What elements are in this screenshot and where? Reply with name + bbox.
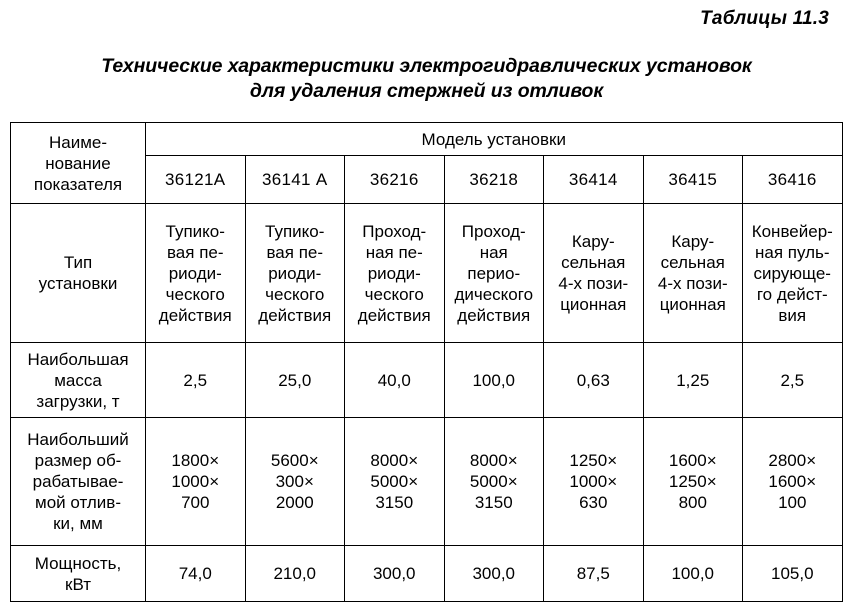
cell-size-model-1-line-2: 1000× bbox=[171, 472, 220, 491]
row-label-size-lines bbox=[13, 429, 143, 534]
cell-mass-model-5 bbox=[544, 343, 644, 418]
cell-type-model-2-line-5: действия bbox=[258, 305, 332, 325]
cell-size-model-1-line-3: 700 bbox=[181, 493, 210, 512]
cell-type-model-6-line-2: сельная bbox=[660, 253, 725, 272]
row-label-power-line-2: кВт bbox=[65, 574, 91, 594]
cell-power-model-1-lines bbox=[148, 563, 243, 584]
cell-size-model-1 bbox=[146, 418, 246, 546]
row-label-mass-line-1: Наибольшая bbox=[27, 349, 129, 369]
row-label-power bbox=[11, 546, 146, 602]
cell-size-model-3-line-3: 3150 bbox=[375, 493, 414, 512]
cell-type-model-4-line-4: дического bbox=[454, 284, 534, 304]
cell-mass-model-7 bbox=[743, 343, 843, 418]
cell-mass-model-1-lines bbox=[148, 370, 243, 391]
cell-size-model-2 bbox=[245, 418, 345, 546]
cell-power-model-7-lines bbox=[745, 563, 840, 584]
row-label-power-line-1: Мощность, bbox=[34, 553, 122, 573]
table-row-size bbox=[11, 418, 843, 546]
cell-size-model-2-lines bbox=[248, 450, 343, 513]
cell-power-model-2-lines bbox=[248, 563, 343, 584]
cell-size-model-7-line-3: 100 bbox=[778, 493, 807, 512]
cell-type-model-1 bbox=[146, 204, 246, 343]
cell-mass-model-7-line-1: 2,5 bbox=[780, 370, 805, 390]
cell-size-model-4 bbox=[444, 418, 544, 546]
cell-type-model-6 bbox=[643, 204, 743, 343]
cell-type-model-3-line-1: Проход- bbox=[362, 221, 427, 241]
cell-type-model-3-line-4: ческого bbox=[364, 284, 424, 304]
cell-type-model-2-line-3: риоди- bbox=[268, 263, 322, 283]
cell-size-model-7-line-1: 2800× bbox=[768, 451, 817, 470]
spec-table-container bbox=[10, 122, 842, 602]
cell-power-model-5 bbox=[544, 546, 644, 602]
cell-type-model-4 bbox=[444, 204, 544, 343]
cell-mass-model-6-line-1: 1,25 bbox=[676, 370, 710, 390]
cell-mass-model-3-line-1: 40,0 bbox=[377, 370, 411, 390]
indicator-name-line-1: Наиме- bbox=[48, 132, 108, 152]
cell-type-model-7-line-3: сирующе- bbox=[753, 263, 831, 283]
cell-type-model-5-line-1: Кару- bbox=[571, 232, 615, 251]
cell-type-model-4-line-3: перио- bbox=[467, 263, 521, 283]
cell-type-model-1-line-3: риоди- bbox=[168, 263, 222, 283]
page-title-line-2: для удаления стержней из отливок bbox=[249, 80, 604, 102]
page-title-line-1: Технические характеристики электрогидравлических установок bbox=[101, 55, 752, 77]
cell-mass-model-2-lines bbox=[248, 370, 343, 391]
column-header-indicator-name bbox=[11, 123, 146, 204]
cell-type-model-6-lines bbox=[646, 231, 741, 315]
cell-mass-model-3 bbox=[345, 343, 445, 418]
cell-type-model-7-line-4: го дейст- bbox=[756, 284, 828, 304]
cell-power-model-7 bbox=[743, 546, 843, 602]
cell-type-model-3-line-5: действия bbox=[357, 305, 431, 325]
cell-size-model-3-line-2: 5000× bbox=[370, 472, 419, 491]
cell-type-model-6-line-1: Кару- bbox=[671, 232, 715, 251]
cell-type-model-7 bbox=[743, 204, 843, 343]
column-header-model-1: 36121А bbox=[146, 156, 246, 204]
cell-power-model-1 bbox=[146, 546, 246, 602]
cell-type-model-2-line-4: ческого bbox=[265, 284, 325, 304]
cell-mass-model-2 bbox=[245, 343, 345, 418]
cell-type-model-4-line-5: действия bbox=[457, 305, 531, 325]
cell-size-model-7-line-2: 1600× bbox=[768, 472, 817, 491]
cell-type-model-2-lines bbox=[248, 221, 343, 326]
cell-type-model-5-line-3: 4-х пози- bbox=[558, 274, 629, 293]
cell-type-model-7-lines bbox=[745, 221, 840, 326]
cell-power-model-3 bbox=[345, 546, 445, 602]
row-label-mass bbox=[11, 343, 146, 418]
spec-table bbox=[10, 122, 843, 602]
column-header-model-group: Модель установки bbox=[146, 123, 843, 156]
column-header-model-6: 36415 bbox=[643, 156, 743, 204]
cell-size-model-5-line-1: 1250× bbox=[569, 451, 618, 470]
cell-type-model-6-line-4: ционная bbox=[659, 295, 726, 314]
cell-type-model-5-line-4: ционная bbox=[560, 295, 627, 314]
row-label-type bbox=[11, 204, 146, 343]
row-label-mass-line-2: масса bbox=[54, 370, 102, 390]
cell-type-model-5 bbox=[544, 204, 644, 343]
row-label-size-line-4: мой отлив- bbox=[35, 493, 121, 512]
cell-type-model-3 bbox=[345, 204, 445, 343]
cell-type-model-2-line-2: вая пе- bbox=[266, 242, 324, 262]
cell-mass-model-6-lines bbox=[646, 370, 741, 391]
cell-type-model-6-line-3: 4-х пози- bbox=[657, 274, 728, 293]
cell-size-model-4-line-3: 3150 bbox=[474, 493, 513, 512]
column-header-model-4: 36218 bbox=[444, 156, 544, 204]
cell-size-model-1-lines bbox=[148, 450, 243, 513]
cell-type-model-4-lines bbox=[447, 221, 542, 326]
cell-mass-model-1 bbox=[146, 343, 246, 418]
cell-power-model-7-line-1: 105,0 bbox=[770, 564, 814, 583]
table-row-type bbox=[11, 204, 843, 343]
cell-power-model-2-line-1: 210,0 bbox=[273, 564, 317, 583]
cell-type-model-2-line-1: Тупико- bbox=[265, 221, 325, 241]
column-header-model-7: 36416 bbox=[743, 156, 843, 204]
cell-size-model-5 bbox=[544, 418, 644, 546]
cell-power-model-5-line-1: 87,5 bbox=[576, 564, 610, 583]
cell-power-model-2 bbox=[245, 546, 345, 602]
cell-type-model-2 bbox=[245, 204, 345, 343]
cell-mass-model-6 bbox=[643, 343, 743, 418]
cell-type-model-5-lines bbox=[546, 231, 641, 315]
row-label-type-line-1: Тип bbox=[63, 253, 93, 272]
cell-power-model-6-line-1: 100,0 bbox=[671, 564, 715, 583]
cell-size-model-2-line-3: 2000 bbox=[275, 493, 314, 512]
cell-size-model-4-lines bbox=[447, 450, 542, 513]
cell-size-model-6-line-2: 1250× bbox=[668, 472, 717, 491]
cell-power-model-4-line-1: 300,0 bbox=[472, 564, 516, 583]
cell-mass-model-5-lines bbox=[546, 370, 641, 391]
table-header-row-group bbox=[11, 123, 843, 156]
cell-type-model-4-line-1: Проход- bbox=[461, 221, 526, 241]
cell-size-model-3-line-1: 8000× bbox=[370, 451, 419, 470]
indicator-name-line-3: показателя bbox=[33, 174, 123, 194]
row-label-size-line-3: рабатывае- bbox=[32, 472, 124, 491]
cell-size-model-4-line-1: 8000× bbox=[469, 451, 518, 470]
table-row-mass bbox=[11, 343, 843, 418]
row-label-size-line-2: размер об- bbox=[34, 451, 122, 470]
cell-power-model-6 bbox=[643, 546, 743, 602]
indicator-name-lines bbox=[13, 132, 143, 195]
row-label-power-lines bbox=[13, 553, 143, 595]
cell-size-model-2-line-2: 300× bbox=[275, 472, 314, 491]
column-header-model-5: 36414 bbox=[544, 156, 644, 204]
row-label-type-lines bbox=[13, 252, 143, 294]
row-label-type-line-2: установки bbox=[38, 274, 118, 293]
cell-size-model-5-lines bbox=[546, 450, 641, 513]
cell-type-model-3-line-3: риоди- bbox=[367, 263, 421, 283]
cell-type-model-3-lines bbox=[347, 221, 442, 326]
cell-type-model-1-line-4: ческого bbox=[165, 284, 225, 304]
cell-power-model-3-lines bbox=[347, 563, 442, 584]
row-label-mass-line-3: загрузки, т bbox=[36, 391, 120, 411]
cell-mass-model-4-lines bbox=[447, 370, 542, 391]
row-label-size-line-1: Наибольший bbox=[27, 430, 129, 449]
cell-size-model-6-line-3: 800 bbox=[678, 493, 707, 512]
column-header-model-3: 36216 bbox=[345, 156, 445, 204]
cell-type-model-7-line-5: вия bbox=[778, 305, 807, 325]
row-label-size bbox=[11, 418, 146, 546]
row-label-mass-lines bbox=[13, 349, 143, 412]
table-body bbox=[11, 204, 843, 602]
cell-size-model-4-line-2: 5000× bbox=[469, 472, 518, 491]
cell-type-model-7-line-2: ная пуль- bbox=[754, 242, 830, 262]
cell-type-model-5-line-2: сельная bbox=[561, 253, 626, 272]
cell-power-model-6-lines bbox=[646, 563, 741, 584]
cell-mass-model-4 bbox=[444, 343, 544, 418]
cell-type-model-4-line-2: ная bbox=[479, 242, 508, 262]
cell-size-model-3-lines bbox=[347, 450, 442, 513]
cell-power-model-5-lines bbox=[546, 563, 641, 584]
cell-size-model-5-line-2: 1000× bbox=[569, 472, 618, 491]
page-title bbox=[0, 54, 853, 104]
column-header-model-2: 36141 А bbox=[245, 156, 345, 204]
cell-size-model-2-line-1: 5600× bbox=[270, 451, 319, 470]
cell-size-model-3 bbox=[345, 418, 445, 546]
cell-mass-model-3-lines bbox=[347, 370, 442, 391]
indicator-name-line-2: нование bbox=[45, 153, 111, 173]
cell-mass-model-2-line-1: 25,0 bbox=[278, 370, 312, 390]
cell-type-model-1-line-5: действия bbox=[158, 305, 232, 325]
row-label-size-line-5: ки, мм bbox=[53, 514, 103, 533]
cell-type-model-1-line-2: вая пе- bbox=[166, 242, 224, 262]
cell-mass-model-7-lines bbox=[745, 370, 840, 391]
cell-mass-model-4-line-1: 100,0 bbox=[472, 370, 516, 390]
cell-type-model-1-lines bbox=[148, 221, 243, 326]
cell-power-model-4-lines bbox=[447, 563, 542, 584]
cell-size-model-5-line-3: 630 bbox=[579, 493, 608, 512]
cell-size-model-1-line-1: 1800× bbox=[171, 451, 220, 470]
cell-mass-model-5-line-1: 0,63 bbox=[576, 370, 610, 390]
cell-size-model-6 bbox=[643, 418, 743, 546]
cell-size-model-7-lines bbox=[745, 450, 840, 513]
cell-power-model-3-line-1: 300,0 bbox=[372, 564, 416, 583]
cell-power-model-1-line-1: 74,0 bbox=[178, 564, 212, 583]
cell-size-model-7 bbox=[743, 418, 843, 546]
table-number-caption: Таблицы 11.3 bbox=[700, 8, 829, 29]
table-row-power bbox=[11, 546, 843, 602]
cell-type-model-7-line-1: Конвейер- bbox=[751, 221, 833, 241]
cell-power-model-4 bbox=[444, 546, 544, 602]
cell-mass-model-1-line-1: 2,5 bbox=[183, 370, 208, 390]
cell-size-model-6-line-1: 1600× bbox=[668, 451, 717, 470]
cell-type-model-3-line-2: ная пе- bbox=[365, 242, 423, 262]
cell-type-model-1-line-1: Тупико- bbox=[165, 221, 225, 241]
cell-size-model-6-lines bbox=[646, 450, 741, 513]
